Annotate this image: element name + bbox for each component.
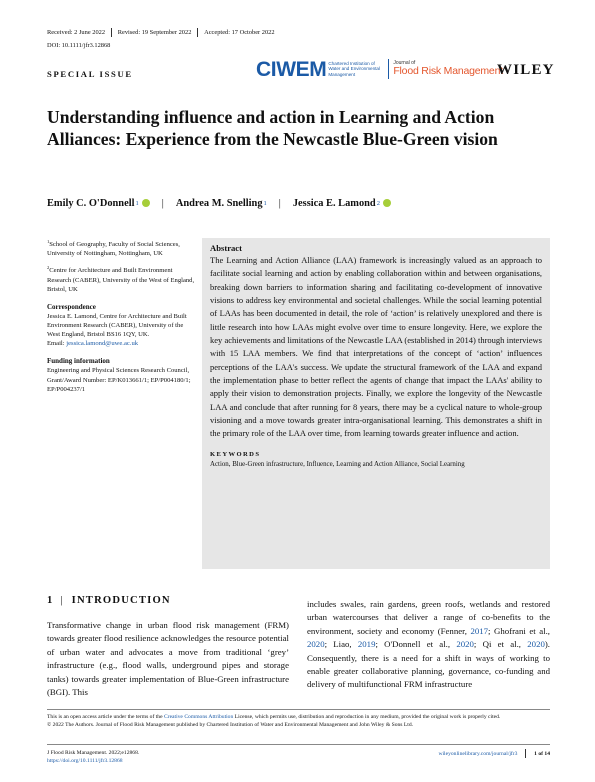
author-name[interactable]: Emily C. O'Donnell bbox=[47, 198, 135, 209]
article-title: Understanding influence and action in Learning and Action Alliances: Experience from the Newcastle Blue-Green vision bbox=[47, 107, 498, 150]
citation-link[interactable]: 2017 bbox=[470, 625, 489, 636]
abstract-box bbox=[202, 238, 550, 569]
ciwem-logo: CIWEM bbox=[256, 57, 327, 81]
author-separator: | bbox=[278, 198, 281, 209]
orcid-icon[interactable] bbox=[383, 199, 391, 207]
journal-of: Journal of bbox=[393, 60, 416, 67]
funding-text: Engineering and Physical Sciences Research Council, Grant/Award Number: EP/K013661/1; EP/P004180/1; EP/P004237/1 bbox=[47, 367, 191, 393]
orcid-icon[interactable] bbox=[142, 199, 150, 207]
copyright-notice: © 2022 The Authors. Journal of Flood Risk Management published by Chartered Institution of Water and Environmental Management and John Wiley & Sons Ltd. bbox=[47, 722, 414, 729]
article-dates bbox=[47, 28, 275, 37]
funding-heading: Funding information bbox=[47, 357, 110, 366]
section-heading bbox=[47, 595, 171, 606]
license-link[interactable]: Creative Commons Attribution bbox=[163, 714, 234, 720]
revised-date: Revised: 19 September 2022 bbox=[117, 29, 192, 36]
author-separator: | bbox=[161, 198, 164, 209]
wiley-logo: WILEY bbox=[497, 62, 555, 78]
affiliation-2: $^2$Centre for Architecture and Built Environment Research (CABER), University of the West of England, Bristol, UK bbox=[47, 265, 195, 293]
affiliation-mark[interactable]: 1 bbox=[263, 200, 267, 207]
section-separator: | bbox=[60, 595, 64, 606]
correspondence-heading: Correspondence bbox=[47, 302, 96, 311]
received-date: Received: 2 June 2022 bbox=[47, 29, 106, 36]
affiliation-1: $^1$School of Geography, Faculty of Social Sciences, University of Nottingham, Nottingham, UK bbox=[47, 239, 180, 258]
logo-divider bbox=[388, 59, 389, 79]
correspondence-text: Jessica E. Lamond, Centre for Architecture and Built Environment Research (CABER), University of the West England, Bristol BS16 1QY, UK. Email: jessica.lamond@uwe.ac.uk bbox=[47, 312, 187, 348]
abstract-heading: Abstract bbox=[210, 243, 242, 253]
section-title: INTRODUCTION bbox=[71, 595, 171, 606]
affiliation-mark[interactable]: 2 bbox=[376, 200, 380, 207]
citation-link[interactable]: 2020 bbox=[456, 639, 474, 650]
keywords-list: Action, Blue-Green infrastructure, Influence, Learning and Action Alliance, Social Learning bbox=[210, 460, 465, 468]
section-number: 1 bbox=[47, 595, 53, 606]
author-name[interactable]: Andrea M. Snelling bbox=[175, 198, 263, 209]
footer-right bbox=[438, 749, 550, 758]
date-separator bbox=[197, 28, 198, 37]
license-notice: This is an open access article under the terms of the Creative Commons Attribution License, which permits use, distribution and reproduction in any medium, provided the original work is properly cited. © 2022 The Authors. Journal of Flood Risk Management published by Chartered Institution of Water and Environmental Management and John Wiley & Sons Ltd. bbox=[47, 714, 501, 729]
article-sidebar bbox=[47, 237, 197, 399]
keywords-heading: KEYWORDS bbox=[210, 450, 261, 458]
doi: DOI: 10.1111/jfr3.12868 bbox=[47, 42, 111, 49]
author-list bbox=[47, 198, 391, 209]
footer-separator bbox=[525, 749, 526, 758]
abstract-text: The Learning and Action Alliance (LAA) framework is increasingly valued as an approach to facilitate social learning and action by enabling collaboration within and between organisations, breaking down barriers to information sharing and facilitating co-development of innovative visions to address key environmental and societal challenges. While the social learning potential of LAAs has been documented in detail, the role of ‘action’ is relatively unexplored and there is little research into how LAAs might evolve over time to ensure longevity. Here, we explore the key achievements and limitations of the Newcastle LAA (established in 2014) through interviews with 15 LAA members. We find that interpretations of the concept of ‘action’ influences perceptions of the LAA's success. We update the structural framework of the LAA and expand the implementation phase to better reflect the agents of change that impact the LAAs' ability to apply their vision to demonstration projects. Finally, we explore the longevity of the Newcastle LAA and conclude that after running for 8 years, there may be a cyclical nature to whole-group visioning and a move towards greater intra-organisational learning. This demonstrates a shift in the primary role of the LAA over time, from learning towards greater influence and action. bbox=[210, 255, 542, 439]
intro-column-left: Transformative change in urban flood risk management (FRM) towards greater flood resilience acknowledges the resource potential of urban water and advocates a move from traditional ‘grey’ infrastructure (e.g., flood walls, underground pipes and storage tanks) towards greater implementation of Blue-Green infrastructure (BGI). This bbox=[47, 620, 289, 698]
special-issue-label: SPECIAL ISSUE bbox=[47, 69, 133, 79]
accepted-date: Accepted: 17 October 2022 bbox=[204, 29, 275, 36]
journal-logo bbox=[393, 61, 503, 77]
footer-rule bbox=[47, 744, 550, 745]
citation-link[interactable]: 2020 bbox=[527, 639, 545, 650]
intro-column-right: includes swales, rain gardens, green roofs, wetlands and restored urban watercourses that deliver a range of co-benefits to the environment, society and economy (Fenner, 2017; Ghofrani et al., 2020; Liao, 2019; O'Donnell et al., 2020; Qi et al., 2020). Consequently, there is a need for a shift in ways of working to enable greater collaborative planning, governance, co-funding and delivery of multifunctional FRM infrastructure bbox=[307, 599, 550, 690]
journal-logos bbox=[256, 58, 503, 80]
date-separator bbox=[111, 28, 112, 37]
journal-name: Flood Risk Management bbox=[393, 65, 503, 78]
doi-link[interactable]: https://doi.org/10.1111/jfr3.12868 bbox=[47, 758, 123, 765]
affiliation-mark[interactable]: 1 bbox=[135, 200, 139, 207]
journal-site-link[interactable]: wileyonlinelibrary.com/journal/jfr3 bbox=[438, 750, 518, 757]
citation-link[interactable]: 2020 bbox=[307, 639, 325, 650]
ciwem-subtitle: Chartered Institution of Water and Environmental Management bbox=[328, 61, 380, 77]
footer-citation: J Flood Risk Management. 2022;e12868. https://doi.org/10.1111/jfr3.12868 bbox=[47, 750, 140, 765]
author-name[interactable]: Jessica E. Lamond bbox=[292, 198, 376, 209]
page-number: 1 of 14 bbox=[534, 750, 550, 757]
email-link[interactable]: jessica.lamond@uwe.ac.uk bbox=[66, 340, 139, 348]
license-rule bbox=[47, 709, 550, 710]
citation-link[interactable]: 2019 bbox=[357, 639, 376, 650]
